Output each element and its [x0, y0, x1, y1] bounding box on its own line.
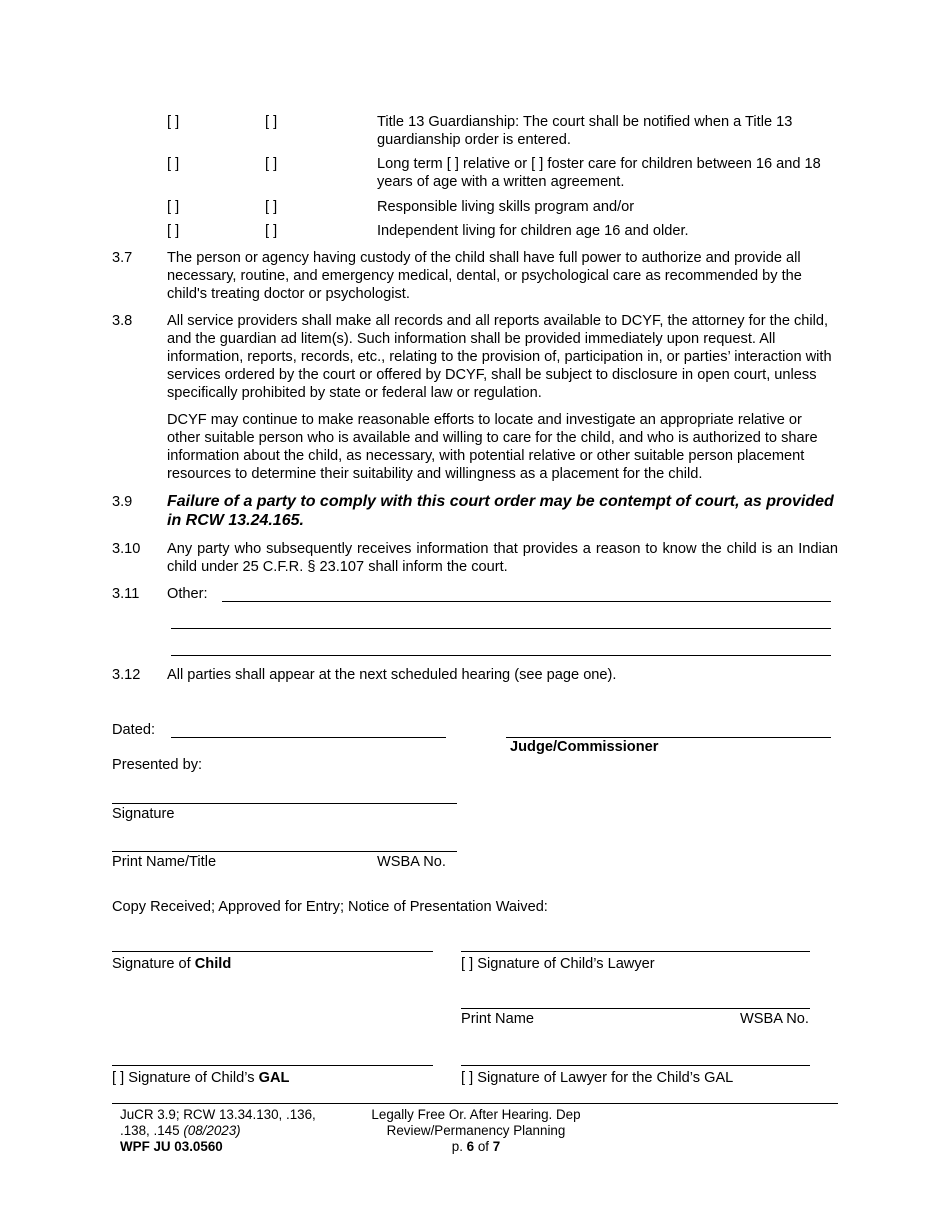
childs-lawyer-label: [ ] Signature of Child’s Lawyer: [461, 956, 655, 972]
childs-lawyer-signature-line[interactable]: [461, 951, 810, 952]
signature-label: Signature: [112, 806, 175, 822]
presenter-signature-line[interactable]: [112, 803, 457, 804]
section-3-12-text: All parties shall appear at the next scheduled hearing (see page one).: [167, 667, 617, 683]
gal-signature-label: [ ] Signature of Child’s GAL: [112, 1070, 290, 1086]
wsba-label: WSBA No.: [740, 1011, 809, 1027]
section-3-10-text: Any party who subsequently receives information that provides a reason to know the child is an Indian child under 25 C.F.R. § 23.107 shall inform the court.: [167, 541, 838, 575]
wsba-label: WSBA No.: [377, 854, 446, 870]
section-number: 3.8: [112, 313, 133, 329]
gal-lawyer-signature-line[interactable]: [461, 1065, 810, 1066]
presented-by-label: Presented by:: [112, 757, 203, 773]
presenter-name-line[interactable]: [112, 851, 457, 852]
section-3-7-text: The person or agency having custody of the child shall have full power to authorize and provide all necessary, routine, and emergency medical, dental, or psychological care as recommended by the child's treating doctor or psychologist.: [167, 250, 802, 302]
option-text: Title 13 Guardianship: The court shall be notified when a Title 13 guardianship order is entered.: [377, 114, 793, 148]
checkbox[interactable]: [ ]: [167, 114, 180, 130]
other-input-line[interactable]: [171, 655, 831, 656]
form-number: WPF JU 03.0560: [120, 1139, 223, 1154]
gal-signature-line[interactable]: [112, 1065, 433, 1066]
section-number: 3.12: [112, 667, 141, 683]
footer-title: Legally Free Or. After Hearing. Dep Review/Permanency Planning p. 6 of 7: [356, 1107, 596, 1155]
page-number: p. 6 of 7: [451, 1139, 501, 1154]
print-name-label: Print Name: [461, 1011, 534, 1027]
section-number: 3.10: [112, 541, 141, 557]
option-text: Independent living for children age 16 and older.: [377, 223, 689, 239]
checkbox[interactable]: [ ]: [265, 156, 278, 172]
section-number: 3.11: [112, 586, 140, 602]
checkbox[interactable]: [ ]: [265, 223, 278, 239]
checkbox[interactable]: [ ]: [446, 156, 459, 172]
gal-lawyer-label: [ ] Signature of Lawyer for the Child’s GAL: [461, 1070, 734, 1086]
footer-divider: [112, 1103, 838, 1104]
footer-citation: JuCR 3.9; RCW 13.34.130, .136, .138, .145 (08/2023) WPF JU 03.0560: [120, 1107, 316, 1154]
checkbox[interactable]: [ ]: [112, 1070, 125, 1086]
checkbox[interactable]: [ ]: [167, 156, 180, 172]
checkbox[interactable]: [ ]: [265, 114, 278, 130]
judge-commissioner-label: Judge/Commissioner: [510, 739, 659, 755]
section-number: 3.9: [112, 494, 133, 510]
date-input-line[interactable]: [171, 737, 446, 738]
checkbox[interactable]: [ ]: [265, 199, 278, 215]
other-label: Other:: [167, 586, 208, 602]
checkbox[interactable]: [ ]: [461, 1070, 474, 1086]
section-3-8-text-2: DCYF may continue to make reasonable efforts to locate and investigate an appropriate relative or other suitable person who is available and willing to care for the child, and who is authorized to share information about the child, as necessary, with potential relative or other suitable person placement resources to determine their suitability and willingness as a placement for the child.: [167, 412, 818, 482]
checkbox[interactable]: [ ]: [531, 156, 544, 172]
dated-label: Dated:: [112, 722, 155, 738]
contempt-warning: Failure of a party to comply with this court order may be contempt of court, as provided in RCW 13.24.165.: [167, 493, 834, 529]
option-text: Responsible living skills program and/or: [377, 199, 635, 215]
section-number: 3.7: [112, 250, 133, 266]
lawyer-print-name-line[interactable]: [461, 1008, 810, 1009]
child-signature-line[interactable]: [112, 951, 433, 952]
checkbox[interactable]: [ ]: [167, 199, 180, 215]
checkbox[interactable]: [ ]: [461, 956, 474, 972]
other-input-line[interactable]: [222, 601, 831, 602]
other-input-line[interactable]: [171, 628, 831, 629]
section-3-8-text: All service providers shall make all records and all reports available to DCYF, the attorney for the child, and the guardian ad litem(s). Such information shall be provided immediately upon request. All information, reports, records, etc., relating to the provision of, participation in, or parties’ interaction with services ordered by the court or offered by DCYF, shall be subject to disclosure in open court, unless specifically prohibited by state or federal law or regulation.: [167, 313, 832, 401]
option-text: Long term [ ] relative or [ ] foster care for children between 16 and 18 years of age with a written agreement.: [377, 156, 821, 190]
copy-received-label: Copy Received; Approved for Entry; Notice of Presentation Waived:: [112, 899, 548, 915]
print-name-title-label: Print Name/Title: [112, 854, 217, 870]
checkbox[interactable]: [ ]: [167, 223, 180, 239]
child-signature-label: Signature of Child: [112, 956, 232, 972]
